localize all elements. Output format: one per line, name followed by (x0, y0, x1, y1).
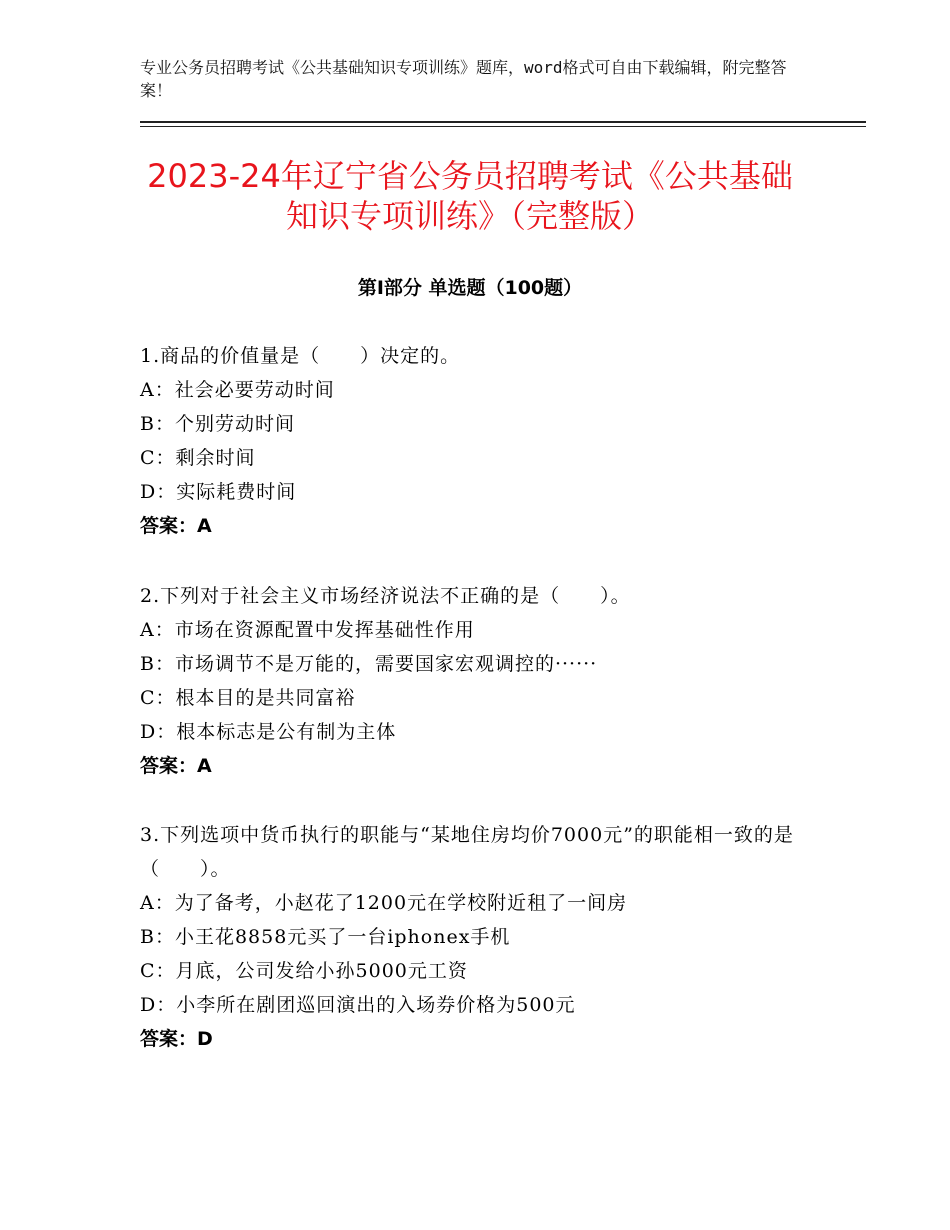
option-a: A：为了备考，小赵花了1200元在学校附近租了一间房 (140, 892, 628, 914)
option-a: A：市场在资源配置中发挥基础性作用 (140, 619, 475, 641)
question-2 (140, 579, 820, 783)
answer: 答案：A (140, 515, 212, 537)
answer: 答案：A (140, 755, 212, 777)
answer: 答案：D (140, 1028, 213, 1050)
question-stem: 1.商品的价值量是（ ）决定的。 (140, 345, 461, 367)
header-divider-thick (140, 121, 866, 123)
question-1 (140, 339, 820, 543)
option-a: A：社会必要劳动时间 (140, 379, 335, 401)
option-c: C：月底，公司发给小孙5000元工资 (140, 960, 468, 982)
question-stem: 2.下列对于社会主义市场经济说法不正确的是（ ）。 (140, 585, 631, 607)
option-b: B：市场调节不是万能的，需要国家宏观调控的······ (140, 653, 598, 675)
option-b: B：小王花8858元买了一台iphonex手机 (140, 926, 511, 948)
option-d: D：实际耗费时间 (140, 481, 297, 503)
option-d: D：小李所在剧团巡回演出的入场券价格为500元 (140, 994, 576, 1016)
option-d: D：根本标志是公有制为主体 (140, 721, 397, 743)
header-divider-thin (140, 126, 866, 127)
option-b: B：个别劳动时间 (140, 413, 295, 435)
option-c: C：剩余时间 (140, 447, 256, 469)
option-c: C：根本目的是共同富裕 (140, 687, 356, 709)
section-title: 第Ⅰ部分 单选题（100题） (357, 277, 583, 299)
document-title: 2023-24年辽宁省公务员招聘考试《公共基础知识专项训练》（完整版） (147, 157, 793, 235)
question-stem: 3.下列选项中货币执行的职能与“某地住房均价7000元”的职能相一致的是（ ）。 (140, 824, 794, 880)
question-3 (140, 818, 820, 1056)
header-note: 专业公务员招聘考试《公共基础知识专项训练》题库，word格式可自由下载编辑，附完整答案！ (140, 58, 787, 100)
